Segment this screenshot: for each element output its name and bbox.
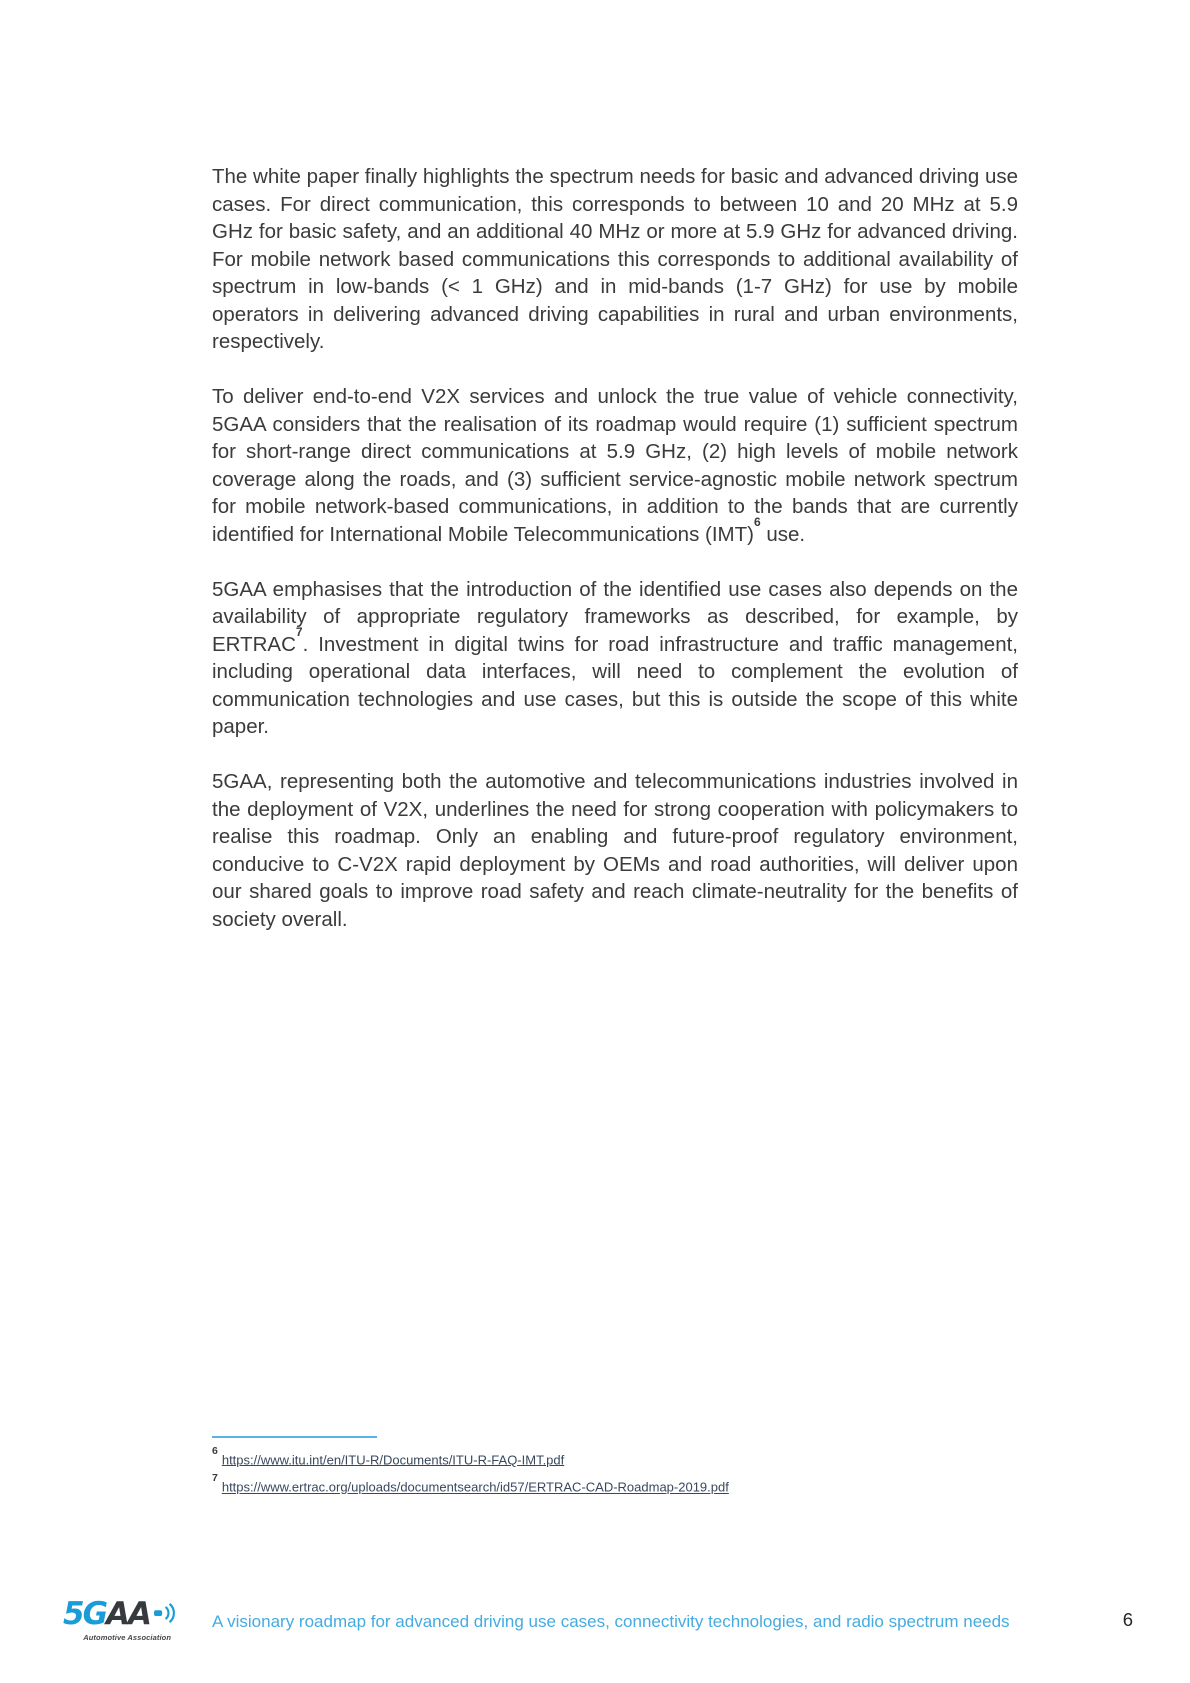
5gaa-logo — [63, 1597, 175, 1642]
footnote-item — [212, 1474, 972, 1496]
paragraph-text: 5GAA emphasises that the introduction of the identified use cases also depends on the availability of appropriate regulatory frameworks as described, for example, by ERTRAC — [212, 577, 1018, 656]
paragraph-text: use. — [760, 522, 806, 546]
logo-wordmark — [63, 1597, 175, 1631]
car-signal-icon — [152, 1597, 175, 1629]
footnote-ref-6: 6 — [753, 514, 761, 529]
body-paragraph — [212, 768, 1018, 933]
footnotes-section — [212, 1436, 972, 1502]
paragraph-text: 5GAA, representing both the automotive and telecommunications industries involved in the deployment of V2X, underlines the need for strong cooperation with policymakers to realise this roadmap. Only an enabling and future-proof regulatory environment, conducive to C-V2X rapid deployment by OEMs and road authorities, will deliver upon our shared goals to improve road safety and reach climate-neutrality for the benefits of society overall. — [212, 770, 1018, 931]
body-paragraph — [212, 576, 1018, 741]
logo-5g-text: 5G — [63, 1595, 107, 1632]
paragraph-text: The white paper finally highlights the spectrum needs for basic and advanced driving use cases. For direct communication, this corresponds to between 10 and 20 MHz at 5.9 GHz for basic safety, and an additional 40 MHz or more at 5.9 GHz for advanced driving. For mobile network based communications this corresponds to additional availability of spectrum in low-bands (< 1 GHz) and in mid-bands (1-7 GHz) for use by mobile operators in delivering advanced driving capabilities in rural and urban environments, respectively. — [212, 165, 1018, 353]
page-number: 6 — [1122, 1609, 1133, 1630]
footer-document-title: A visionary roadmap for advanced driving use cases, connectivity technologies, and radio spectrum needs — [212, 1612, 1010, 1631]
footnote-marker: 7 — [212, 1472, 218, 1485]
footnote-marker: 6 — [212, 1445, 218, 1457]
paragraph-text: . Investment in digital twins for road infrastructure and traffic management, including operational data interfaces, will need to complement the evolution of communication technologies and use cases, but this is outside the scope of this white paper. — [212, 632, 1018, 738]
logo-aa-text: AA — [106, 1595, 150, 1632]
footnote-separator — [212, 1436, 377, 1438]
body-paragraph — [212, 163, 1018, 356]
paragraph-text: To deliver end-to-end V2X services and unlock the true value of vehicle connectivity, 5GAA considers that the realisation of its roadmap would require (1) sufficient spectrum for short-range direct communications at 5.9 GHz, (2) high levels of mobile network coverage along the roads, and (3) sufficient service-agnostic mobile network spectrum for mobile network-based communications, in addition to the bands that are currently identified for International Mobile Telecommunications (IMT) — [212, 385, 1018, 546]
footnote-link[interactable]: https://www.ertrac.org/uploads/documentsearch/id57/ERTRAC-CAD-Roadmap-2019.pdf — [221, 1479, 729, 1495]
body-content — [212, 163, 1018, 961]
body-paragraph — [212, 383, 1018, 548]
footnote-ref-7: 7 — [295, 624, 303, 639]
footnote-link[interactable]: https://www.itu.int/en/ITU-R/Documents/ITU-R-FAQ-IMT.pdf — [221, 1452, 565, 1468]
footnote-item — [212, 1447, 972, 1469]
logo-tagline: Automotive Association — [83, 1633, 171, 1642]
